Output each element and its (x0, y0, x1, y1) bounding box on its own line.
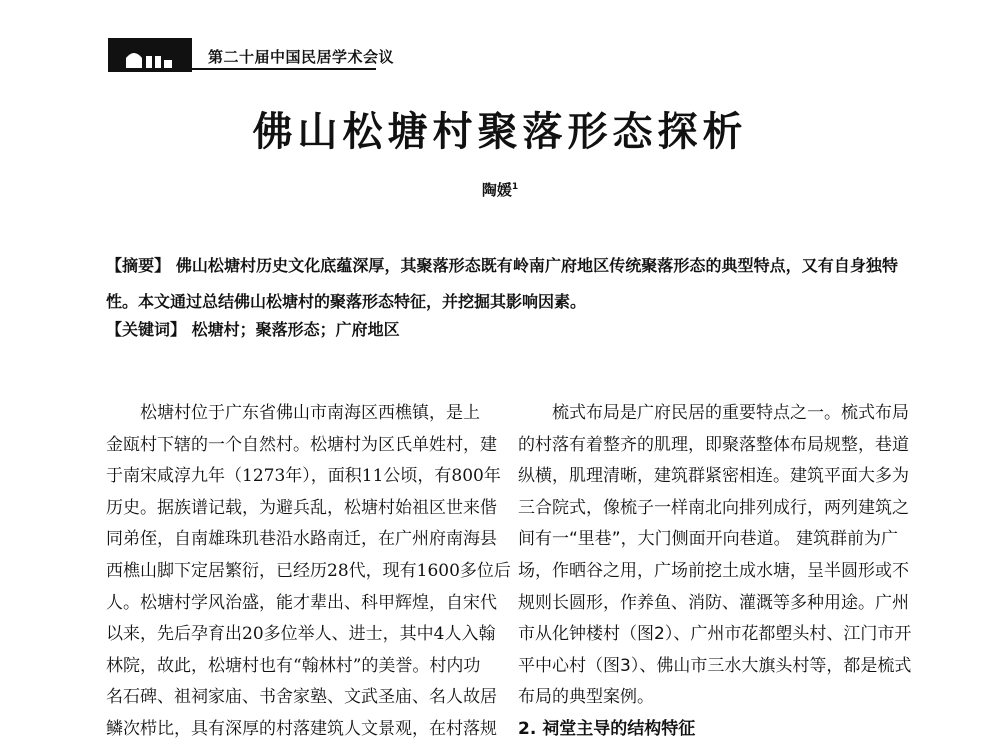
paragraph-line: 于南宋咸淳九年（1273年），面积11公顷，有800年 (106, 466, 501, 487)
paragraph-line: 场，作晒谷之用，广场前挖土成水塘，呈半圆形或不 (518, 560, 909, 581)
section-heading: 2. 祠堂主导的结构特征 (518, 718, 696, 739)
author-affiliation-mark: 1 (511, 182, 519, 192)
conference-logo-icon (108, 38, 192, 72)
paragraph-line: 西樵山脚下定居繁衍，已经历28代，现有1600多位后 (106, 560, 511, 581)
paragraph-line: 纵横，肌理清晰，建筑群紧密相连。建筑平面大多为 (518, 466, 909, 487)
paragraph-line: 名石碑、祖祠家庙、书舍家塾、文武圣庙、名人故居 (106, 687, 497, 708)
paragraph-line: 市从化钟楼村（图2）、广州市花都塱头村、江门市开 (518, 624, 912, 645)
conference-title: 第二十届中国民居学术会议 (208, 48, 395, 66)
keywords-text: 松塘村；聚落形态；广府地区 (191, 320, 400, 339)
author-line (0, 179, 1000, 200)
keywords-label: 【关键词】 (106, 320, 187, 339)
abstract-text: 佛山松塘村历史文化底蕴深厚，其聚落形态既有岭南广府地区传统聚落形态的典型特点，又有自身独特性。本文通过总结佛山松塘村的聚落形态特征，并挖掘其影响因素。 (106, 256, 898, 311)
paragraph-line: 金瓯村下辖的一个自然村。松塘村为区氏单姓村，建 (106, 434, 497, 455)
paragraph-line: 鳞次栉比，具有深厚的村落建筑人文景观，在村落规 (106, 718, 497, 739)
paragraph-line: 历史。据族谱记载，为避兵乱，松塘村始祖区世来偕 (106, 497, 497, 518)
paragraph-line: 布局的典型案例。 (518, 687, 654, 708)
author-name: 陶媛 (481, 181, 512, 199)
abstract-label: 【摘要】 (106, 256, 171, 275)
abstract (106, 248, 898, 320)
paragraph-line: 的村落有着整齐的肌理，即聚落整体布局规整，巷道 (518, 434, 909, 455)
paragraph-line: 平中心村（图3）、佛山市三水大旗头村等，都是梳式 (518, 655, 912, 676)
paragraph-line: 人。松塘村学风治盛，能才辈出、科甲辉煌，自宋代 (106, 592, 497, 613)
paragraph-line: 梳式布局是广府民居的重要特点之一。梳式布局 (552, 403, 909, 423)
paragraph-line: 同弟侄，自南雄珠玑巷沿水路南迁，在广州府南海县 (106, 529, 497, 550)
paper-title: 佛山松塘村聚落形态探析 (252, 109, 748, 155)
paragraph-line: 三合院式，像梳子一样南北向排列成行，两列建筑之 (518, 497, 909, 518)
body-column-right (518, 398, 912, 746)
keywords (106, 318, 898, 342)
paragraph-line: 以来，先后孕育出20多位举人、进士，其中4人入翰 (106, 624, 496, 645)
paragraph-line: 松塘村位于广东省佛山市南海区西樵镇，是上 (140, 403, 480, 423)
header-rule (192, 68, 376, 70)
paragraph-line: 规则长圆形，作养鱼、消防、灌溉等多种用途。广州 (518, 592, 909, 613)
body-column-left (106, 398, 511, 746)
paragraph-line: 间有一“里巷”，大门侧面开向巷道。 建筑群前为广 (518, 529, 899, 550)
paragraph-line: 林院，故此，松塘村也有“翰林村”的美誉。村内功 (106, 655, 481, 676)
